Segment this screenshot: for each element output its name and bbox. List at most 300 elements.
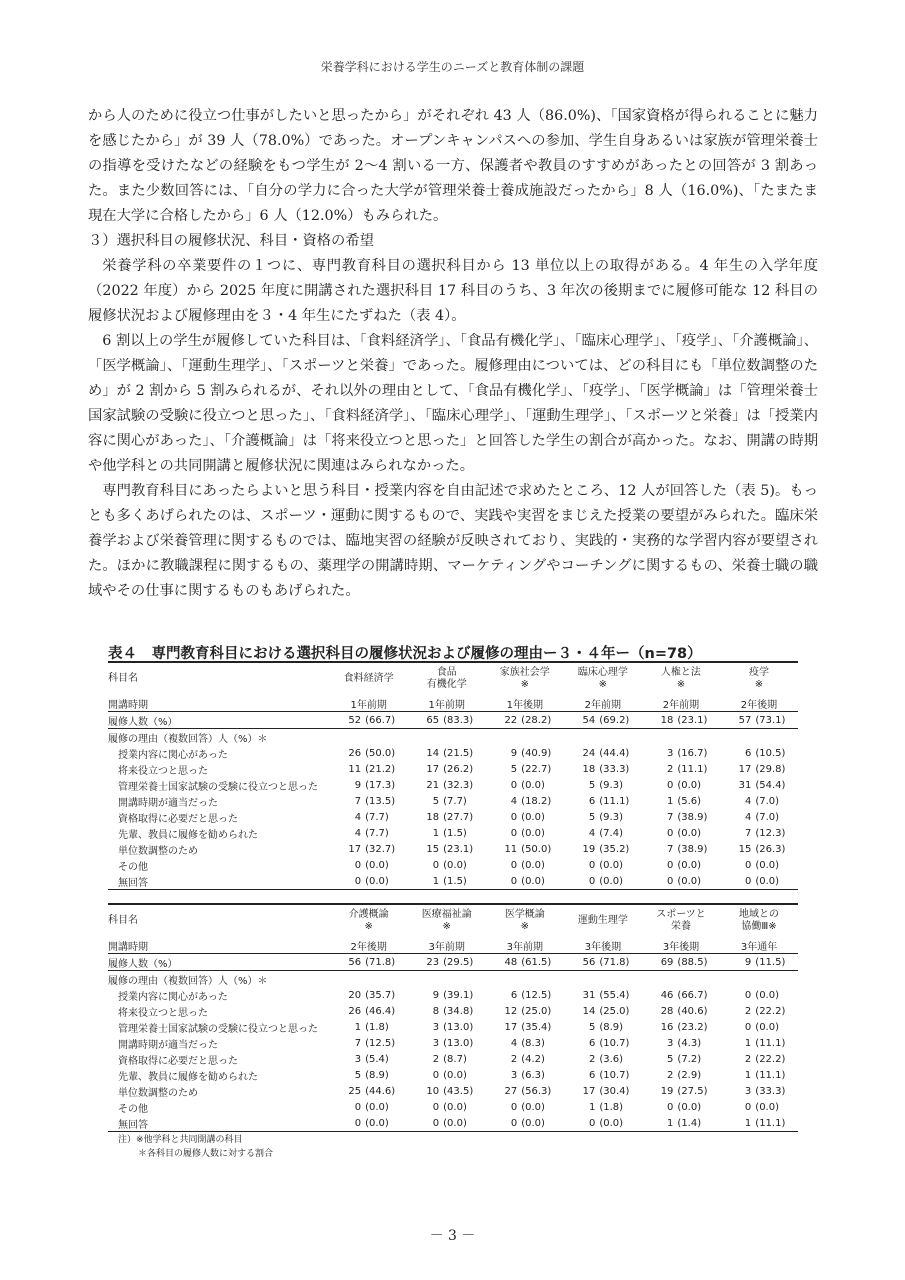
reason-row <box>108 1115 798 1132</box>
reason-percent: (0.0) <box>443 1069 467 1081</box>
reason-label: その他 <box>118 1103 148 1115</box>
reason-count: 1 <box>432 827 440 839</box>
reason-count: 0 <box>666 827 674 839</box>
reason-percent: (0.0) <box>365 873 408 890</box>
reason-count: 2 <box>667 1069 674 1081</box>
reason-count: 31 <box>738 779 752 791</box>
reason-count: 0 <box>744 1101 752 1113</box>
reason-count: 1 <box>408 873 443 890</box>
reason-count: 4 <box>354 811 362 823</box>
reason-row <box>108 1083 798 1099</box>
reason-count: 14 <box>582 1005 596 1017</box>
reason-percent: (38.9) <box>677 811 708 823</box>
period-row <box>108 937 798 954</box>
reason-percent: (55.4) <box>599 989 630 1001</box>
reason-percent: (13.0) <box>443 1037 474 1049</box>
reasons-header-row <box>108 971 798 988</box>
period-value: 1年前期 <box>408 695 486 712</box>
period-value: 2年前期 <box>642 695 720 712</box>
reason-count: 0 <box>720 873 755 890</box>
reason-percent: (0.0) <box>365 859 389 871</box>
reason-row <box>108 793 798 809</box>
reason-percent: (27.5) <box>677 1085 708 1097</box>
reason-percent: (11.1) <box>755 1037 786 1049</box>
reason-count: 0 <box>510 1101 518 1113</box>
reason-percent: (22.2) <box>755 1005 786 1017</box>
reason-percent: (0.0) <box>521 827 545 839</box>
reason-percent: (23.2) <box>677 1021 708 1033</box>
reason-label: 資格取得に必要だと思った <box>118 1055 238 1067</box>
enrolled-count: 56 <box>330 954 365 971</box>
reason-count: 9 <box>510 747 518 759</box>
subject-name-line2: 栄養 <box>671 921 691 932</box>
subject-name-line1: 臨床心理学 <box>577 667 628 678</box>
reason-count: 0 <box>510 779 518 791</box>
reason-count: 6 <box>510 989 518 1001</box>
reason-percent: (23.1) <box>443 843 474 855</box>
enrolled-count: 56 <box>564 954 599 971</box>
paragraph: 6 割以上の学生が履修していた科目は、「食料経済学」、「食品有機化学」、「臨床心理学」、「疫学」、「介護概論」、「医学概論」、「運動生理学」、「スポーツと栄養」であった。履修理由については、どの科目にも「単位数調整のため」が 2 割から 5 割みられるが、それ以外の理由として、「食品有機化学」、「疫学」、「医学概論」は「管理栄養士国家試験の受験に役立つと思った」、「食料経済学」、「臨床心理学」、「運動生理学」、「スポーツと栄養」は「授業内容に関心があった」、「介護概論」は「将来役立つと思った」と回答した学生の割合が高かった。なお、開講の時期や他学科との共同開講と履修状況に関連はみられなかった。 <box>88 333 818 474</box>
reason-count: 0 <box>408 1115 443 1132</box>
subject-name <box>642 662 720 695</box>
reason-percent: (30.4) <box>599 1085 630 1097</box>
enrolled-percent: (71.8) <box>599 954 642 971</box>
reason-count: 0 <box>432 1069 440 1081</box>
reason-label: 開講時期が適当だった <box>118 1039 218 1051</box>
subject-name <box>564 662 642 695</box>
reason-percent: (7.4) <box>599 827 623 839</box>
reason-percent: (1.4) <box>677 1115 720 1132</box>
subject-name-line2: ※ <box>754 679 764 690</box>
reason-percent: (10.5) <box>755 747 786 759</box>
reason-label: その他 <box>118 861 148 873</box>
reason-count: 0 <box>486 873 521 890</box>
enrolled-row <box>108 954 798 971</box>
reason-count: 4 <box>510 795 518 807</box>
reason-percent: (0.0) <box>443 1115 486 1132</box>
reason-percent: (11.1) <box>755 1069 786 1081</box>
reason-percent: (50.0) <box>365 747 396 759</box>
reason-percent: (0.0) <box>677 873 720 890</box>
reason-percent: (21.2) <box>365 763 396 775</box>
reason-percent: (44.6) <box>365 1085 396 1097</box>
reason-percent: (1.5) <box>443 827 467 839</box>
reason-row <box>108 1099 798 1115</box>
reason-percent: (9.3) <box>599 811 623 823</box>
reason-row <box>108 841 798 857</box>
reason-count: 26 <box>348 1005 362 1017</box>
reason-count: 17 <box>582 1085 596 1097</box>
reason-percent: (0.0) <box>521 873 564 890</box>
reason-count: 7 <box>666 843 674 855</box>
reason-percent: (0.0) <box>677 859 702 871</box>
body-text <box>88 104 818 604</box>
reason-count: 6 <box>588 1069 596 1081</box>
enrolled-count: 22 <box>486 712 521 729</box>
enrolled-count: 54 <box>564 712 599 729</box>
reason-count: 5 <box>588 1021 596 1033</box>
period-value: 3年前期 <box>486 937 564 954</box>
reason-percent: (0.0) <box>755 859 780 871</box>
reason-count: 0 <box>486 1115 521 1132</box>
enrolled-count: 18 <box>642 712 677 729</box>
reason-count: 2 <box>510 1053 518 1065</box>
reason-percent: (25.0) <box>599 1005 630 1017</box>
table-part-1 <box>108 661 798 890</box>
reason-percent: (40.6) <box>677 1005 708 1017</box>
reason-row <box>108 987 798 1003</box>
reason-count: 0 <box>510 827 518 839</box>
period-value: 1年前期 <box>330 695 408 712</box>
reason-count: 5 <box>667 1053 674 1065</box>
reason-percent: (10.7) <box>599 1037 630 1049</box>
period-value: 2年前期 <box>564 695 642 712</box>
page-number: － 3 － <box>429 1228 476 1244</box>
reason-row <box>108 1035 798 1051</box>
reason-percent: (1.8) <box>365 1021 389 1033</box>
reason-percent: (35.2) <box>599 843 630 855</box>
subject-name-line1: 疫学 <box>748 667 769 678</box>
reason-percent: (34.8) <box>443 1005 474 1017</box>
reason-row <box>108 1019 798 1035</box>
reason-percent: (8.9) <box>365 1069 389 1081</box>
reason-count: 0 <box>330 873 365 890</box>
enrolled-count: 65 <box>408 712 443 729</box>
reason-percent: (5.6) <box>677 795 702 807</box>
note-2: ＊各科目の履修人数に対する割合 <box>138 1149 274 1159</box>
reason-percent: (11.1) <box>599 795 630 807</box>
reason-percent: (4.3) <box>677 1037 702 1049</box>
reason-count: 0 <box>432 859 440 871</box>
period-label: 開講時期 <box>108 695 330 712</box>
reason-percent: (40.9) <box>521 747 552 759</box>
reason-count: 28 <box>660 1005 674 1017</box>
reason-percent: (35.4) <box>521 1021 552 1033</box>
reason-percent: (1.8) <box>599 1101 624 1113</box>
reason-label: 授業内容に関心があった <box>118 991 228 1003</box>
reason-count: 2 <box>588 1053 596 1065</box>
reason-percent: (7.7) <box>365 827 389 839</box>
reason-count: 12 <box>504 1005 518 1017</box>
reason-label: 将来役立つと思った <box>118 765 208 777</box>
subject-name-line1: 家族社会学 <box>499 667 550 678</box>
running-header: 栄養学科における学生のニーズと教育体制の課題 <box>320 60 585 74</box>
reason-count: 1 <box>354 1021 362 1033</box>
reason-count: 11 <box>504 843 518 855</box>
reason-label: 開講時期が適当だった <box>118 797 218 809</box>
reason-percent: (54.4) <box>755 779 786 791</box>
reason-count: 3 <box>667 1037 674 1049</box>
reason-count: 3 <box>666 747 674 759</box>
reason-count: 2 <box>744 1005 752 1017</box>
reason-percent: (0.0) <box>521 779 545 791</box>
reason-percent: (6.3) <box>521 1069 545 1081</box>
reason-percent: (33.3) <box>755 1085 786 1097</box>
reason-count: 0 <box>744 989 752 1001</box>
reason-percent: (5.4) <box>365 1053 389 1065</box>
period-value: 2年後期 <box>720 695 798 712</box>
reason-count: 46 <box>660 989 674 1001</box>
reason-count: 0 <box>564 873 599 890</box>
reason-percent: (8.7) <box>443 1053 467 1065</box>
reason-label: 先輩、教員に履修を勧められた <box>118 1071 258 1083</box>
reason-count: 6 <box>588 795 596 807</box>
enrolled-percent: (29.5) <box>443 954 486 971</box>
reason-percent: (17.3) <box>365 779 396 791</box>
reason-row <box>108 857 798 873</box>
reason-count: 0 <box>510 811 518 823</box>
subject-name <box>330 662 408 695</box>
reason-percent: (7.7) <box>365 811 389 823</box>
reason-percent: (18.2) <box>521 795 552 807</box>
enrolled-percent: (28.2) <box>521 712 564 729</box>
reason-percent: (0.0) <box>677 779 702 791</box>
reason-count: 5 <box>432 795 440 807</box>
enrolled-count: 69 <box>642 954 677 971</box>
reason-count: 0 <box>354 1101 362 1113</box>
reason-percent: (43.5) <box>443 1085 474 1097</box>
reason-percent: (1.5) <box>443 873 486 890</box>
reason-count: 9 <box>354 779 362 791</box>
enrolled-percent: (83.3) <box>443 712 486 729</box>
enrolled-percent: (88.5) <box>677 954 720 971</box>
reason-count: 17 <box>426 763 440 775</box>
reason-percent: (66.7) <box>677 989 708 1001</box>
table-notes <box>118 1133 273 1161</box>
reason-count: 15 <box>738 843 752 855</box>
reason-percent: (22.2) <box>755 1053 786 1065</box>
reason-count: 6 <box>744 747 752 759</box>
period-label: 開講時期 <box>108 937 330 954</box>
reason-percent: (0.0) <box>443 859 467 871</box>
subject-name-line2: 有機化学 <box>426 679 467 690</box>
reason-count: 7 <box>354 1037 362 1049</box>
reason-count: 0 <box>330 1115 365 1132</box>
reason-percent: (2.9) <box>677 1069 702 1081</box>
reason-count: 7 <box>744 827 752 839</box>
reason-percent: (0.0) <box>521 811 545 823</box>
period-value: 3年前期 <box>408 937 486 954</box>
reason-percent: (44.4) <box>599 747 630 759</box>
subject-name-line1: 人権と法 <box>660 667 701 678</box>
table-caption: 表４ 専門教育科目における選択科目の履修状況および履修の理由ー３・４年ー（n=78） <box>108 646 702 662</box>
reason-count: 2 <box>432 1053 440 1065</box>
reason-percent: (0.0) <box>365 1101 389 1113</box>
enrolled-count: 23 <box>408 954 443 971</box>
reason-percent: (12.5) <box>365 1037 396 1049</box>
reason-count: 1 <box>720 1115 755 1132</box>
reason-label: 管理栄養士国家試験の受験に役立つと思った <box>118 1023 318 1035</box>
period-value: 1年後期 <box>486 695 564 712</box>
reason-count: 10 <box>426 1085 440 1097</box>
reason-percent: (16.7) <box>677 747 708 759</box>
reason-label: 授業内容に関心があった <box>118 749 228 761</box>
reason-row <box>108 825 798 841</box>
enrolled-percent: (73.1) <box>755 712 798 729</box>
reason-percent: (3.6) <box>599 1053 624 1065</box>
reason-percent: (12.5) <box>521 989 552 1001</box>
reason-count: 3 <box>354 1053 362 1065</box>
reason-label: 管理栄養士国家試験の受験に役立つと思った <box>118 781 318 793</box>
subject-name-line1: 医学概論 <box>504 909 545 920</box>
subject-name <box>330 904 408 937</box>
reason-percent: (11.1) <box>755 1115 798 1132</box>
reason-count: 3 <box>744 1085 752 1097</box>
reason-percent: (7.0) <box>755 795 780 807</box>
reason-count: 17 <box>504 1021 518 1033</box>
reason-count: 11 <box>348 763 362 775</box>
reason-count: 5 <box>354 1069 362 1081</box>
reason-label: 将来役立つと思った <box>118 1007 208 1019</box>
reason-count: 1 <box>642 1115 677 1132</box>
reason-percent: (0.0) <box>599 1115 642 1132</box>
reason-count: 4 <box>744 795 752 807</box>
reason-count: 15 <box>426 843 440 855</box>
reason-count: 24 <box>582 747 596 759</box>
reason-percent: (38.9) <box>677 843 708 855</box>
reason-count: 26 <box>348 747 362 759</box>
subject-name-line1: 食品 <box>436 667 457 678</box>
reason-count: 17 <box>738 763 752 775</box>
reason-row <box>108 809 798 825</box>
reason-row <box>108 1067 798 1083</box>
reason-count: 0 <box>564 1115 599 1132</box>
reason-percent: (50.0) <box>521 843 552 855</box>
reason-count: 0 <box>744 1021 752 1033</box>
reason-count: 1 <box>666 795 674 807</box>
reason-label: 先輩、教員に履修を勧められた <box>118 829 258 841</box>
reason-row <box>108 1003 798 1019</box>
reason-percent: (0.0) <box>599 873 642 890</box>
reason-count: 7 <box>666 811 674 823</box>
reason-percent: (0.0) <box>443 1101 467 1113</box>
reason-count: 9 <box>432 989 440 1001</box>
reason-percent: (7.7) <box>443 795 467 807</box>
reason-percent: (13.0) <box>443 1021 474 1033</box>
reason-count: 5 <box>588 779 596 791</box>
enrolled-count: 57 <box>720 712 755 729</box>
reason-row <box>108 745 798 761</box>
reason-percent: (0.0) <box>677 1101 702 1113</box>
subject-name-line1: 食料経済学 <box>343 673 394 684</box>
section-heading: ３）選択科目の履修状況、科目・資格の希望 <box>88 233 374 249</box>
reason-percent: (26.2) <box>443 763 474 775</box>
header-row <box>108 904 798 937</box>
reason-percent: (21.5) <box>443 747 474 759</box>
reason-percent: (26.3) <box>755 843 786 855</box>
reason-percent: (27.7) <box>443 811 474 823</box>
enrolled-percent: (23.1) <box>677 712 720 729</box>
reason-percent: (0.0) <box>755 989 780 1001</box>
reason-count: 0 <box>666 779 674 791</box>
reason-percent: (12.3) <box>755 827 786 839</box>
enrolled-label: 履修人数（%） <box>108 954 330 971</box>
enrolled-count: 9 <box>720 954 755 971</box>
reason-count: 0 <box>588 859 596 871</box>
reason-label: 無回答 <box>108 873 330 890</box>
enrolled-percent: (61.5) <box>521 954 564 971</box>
period-value: 3年後期 <box>642 937 720 954</box>
enrolled-percent: (11.5) <box>755 954 798 971</box>
enrolled-percent: (66.7) <box>365 712 408 729</box>
reason-count: 8 <box>432 1005 440 1017</box>
reason-count: 0 <box>510 859 518 871</box>
reason-count: 18 <box>582 763 596 775</box>
reason-count: 3 <box>510 1069 518 1081</box>
reason-percent: (25.0) <box>521 1005 552 1017</box>
reason-row <box>108 777 798 793</box>
enrolled-count: 52 <box>330 712 365 729</box>
reason-percent: (0.0) <box>521 1115 564 1132</box>
reason-percent: (32.7) <box>365 843 396 855</box>
reason-row <box>108 1051 798 1067</box>
subject-name <box>720 662 798 695</box>
reason-percent: (0.0) <box>365 1115 408 1132</box>
period-value: 3年後期 <box>564 937 642 954</box>
reason-row <box>108 873 798 890</box>
subject-label: 科目名 <box>108 662 330 695</box>
reason-row <box>108 761 798 777</box>
subject-name-line2: ※ <box>520 679 529 690</box>
reason-percent: (4.2) <box>521 1053 545 1065</box>
reason-count: 18 <box>426 811 440 823</box>
reason-count: 6 <box>588 1037 596 1049</box>
subject-name <box>564 904 642 937</box>
reason-count: 4 <box>744 811 752 823</box>
reason-percent: (8.3) <box>521 1037 545 1049</box>
reason-percent: (0.0) <box>677 827 702 839</box>
reason-count: 17 <box>348 843 362 855</box>
reason-percent: (32.3) <box>443 779 474 791</box>
subject-name-line1: スポーツと <box>656 909 706 920</box>
subject-name-line1: 地域との <box>739 909 780 920</box>
subject-name-line2: ※ <box>676 679 686 690</box>
subject-name-line1: 医療福祉論 <box>421 909 472 920</box>
subject-name-line1: 運動生理学 <box>577 915 628 926</box>
reason-percent: (0.0) <box>755 1021 780 1033</box>
reason-count: 0 <box>666 859 674 871</box>
period-value: 2年後期 <box>330 937 408 954</box>
period-value: 3年通年 <box>720 937 798 954</box>
enrolled-row <box>108 712 798 729</box>
enrolled-label: 履修人数（%） <box>108 712 330 729</box>
reason-percent: (29.8) <box>755 763 786 775</box>
reason-percent: (9.3) <box>599 779 623 791</box>
reason-percent: (35.7) <box>365 989 396 1001</box>
subject-label: 科目名 <box>108 904 330 937</box>
reason-count: 0 <box>744 859 752 871</box>
paragraph: から人のために役立つ仕事がしたいと思ったから」がそれぞれ 43 人（86.0%)、「国家資格が得られることに魅力を感じたから」が 39 人（78.0%）であった。オープンキャンパスへの参加、学生自身あるいは家族が管理栄養士の指導を受けたなどの経験をもつ学生が 2～4 割いる一方、保護者や教員のすすめがあったとの回答が 3 割あった。また少数回答には、「自分の学力に合った大学が管理栄養士養成施設だったから」8 人（16.0%)、「たまたま現在大学に合格したから」6 人（12.0%）もみられた。 <box>88 108 818 224</box>
header-row <box>108 662 798 695</box>
reason-count: 19 <box>660 1085 674 1097</box>
reason-label: 資格取得に必要だと思った <box>118 813 238 825</box>
reason-count: 20 <box>348 989 362 1001</box>
subject-name-line2: ※ <box>598 679 608 690</box>
reason-count: 3 <box>432 1037 440 1049</box>
subject-name-line2: 協働Ⅲ※ <box>741 921 777 932</box>
reason-percent: (10.7) <box>599 1069 630 1081</box>
reason-count: 1 <box>744 1037 752 1049</box>
reason-count: 14 <box>426 747 440 759</box>
subject-name <box>720 904 798 937</box>
reason-count: 0 <box>667 1101 674 1113</box>
reason-percent: (46.4) <box>365 1005 396 1017</box>
reasons-header: 履修の理由（複数回答）人（%）＊ <box>108 733 268 745</box>
reason-count: 0 <box>354 859 362 871</box>
table-part-2 <box>108 903 798 1132</box>
reason-percent: (22.7) <box>521 763 552 775</box>
paragraph: 専門教育科目にあったらよいと思う科目・授業内容を自由記述で求めたところ、12 人が回答した（表 5)。もっとも多くあげられたのは、スポーツ・運動に関するもので、実践や実習をまじえた授業の要望がみられた。臨床栄養学および栄養管理に関するものでは、臨地実習の経験が反映されており、実践的・実務的な学習内容が要望された。ほかに教職課程に関するもの、薬理学の開講時期、マーケティングやコーチングに関するもの、栄養士職の職域やその仕事に関するものもあげられた。 <box>88 483 818 599</box>
